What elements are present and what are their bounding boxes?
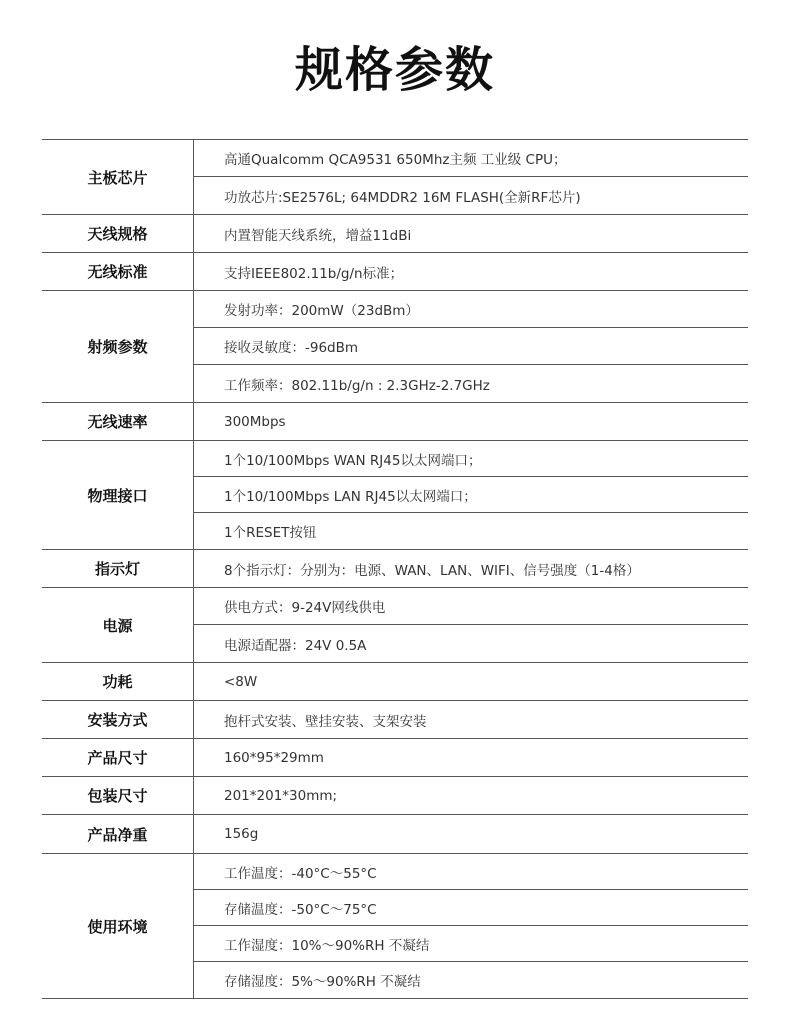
spec-value: 300Mbps — [224, 413, 286, 430]
spec-row — [42, 139, 748, 215]
spec-row — [42, 403, 748, 441]
spec-row — [42, 854, 748, 999]
spec-value: 1个RESET按钮 — [224, 525, 317, 541]
spec-values — [194, 663, 748, 700]
spec-label: 主板芯片 — [42, 140, 194, 214]
spec-value: 8个指示灯：分别为：电源、WAN、LAN、WIFI、信号强度（1-4格） — [224, 562, 640, 579]
spec-row — [42, 701, 748, 739]
page-title: 规格参数 — [294, 42, 495, 98]
spec-values — [194, 777, 748, 814]
spec-values — [194, 854, 748, 998]
spec-row — [42, 739, 748, 777]
spec-values — [194, 403, 748, 440]
spec-row — [42, 815, 748, 854]
spec-value: 内置智能天线系统，增益11dBi — [224, 227, 412, 244]
spec-row — [42, 215, 748, 253]
spec-values — [194, 291, 748, 402]
spec-value: 高通Qualcomm QCA9531 650Mhz主频 工业级 CPU； — [194, 140, 748, 177]
spec-label: 射频参数 — [42, 291, 194, 402]
spec-value: 160*95*29mm — [224, 749, 324, 766]
spec-value: 156g — [224, 826, 259, 842]
spec-label: 物理接口 — [42, 441, 194, 549]
spec-values — [194, 739, 748, 776]
spec-label: 无线速率 — [42, 403, 194, 440]
spec-row — [42, 253, 748, 291]
spec-values — [194, 253, 748, 290]
spec-value: 存储湿度：5%～90%RH 不凝结 — [224, 974, 421, 990]
spec-value: 功放芯片:SE2576L; 64MDDR2 16M FLASH(全新RF芯片) — [224, 189, 581, 206]
spec-values — [194, 550, 748, 587]
spec-row — [42, 291, 748, 403]
spec-values — [194, 588, 748, 662]
spec-value: 接收灵敏度：-96dBm — [194, 328, 748, 365]
spec-label: 产品净重 — [42, 815, 194, 853]
spec-label: 指示灯 — [42, 550, 194, 587]
spec-label: 包装尺寸 — [42, 777, 194, 814]
spec-row — [42, 663, 748, 701]
spec-label: 产品尺寸 — [42, 739, 194, 776]
spec-value: 201*201*30mm; — [224, 787, 338, 804]
spec-value: 工作温度：-40°C～55°C — [194, 854, 748, 890]
spec-values — [194, 215, 748, 252]
spec-label: 无线标准 — [42, 253, 194, 290]
spec-label: 电源 — [42, 588, 194, 662]
spec-label: 功耗 — [42, 663, 194, 700]
spec-values — [194, 140, 748, 214]
spec-row — [42, 588, 748, 663]
spec-value: 1个10/100Mbps LAN RJ45以太网端口； — [194, 477, 748, 513]
spec-value: 1个10/100Mbps WAN RJ45以太网端口； — [194, 441, 748, 477]
spec-value: 存储温度：-50°C～75°C — [194, 890, 748, 926]
spec-row — [42, 441, 748, 550]
spec-values — [194, 815, 748, 853]
spec-label: 使用环境 — [42, 854, 194, 998]
spec-row — [42, 777, 748, 815]
spec-row — [42, 550, 748, 588]
spec-value: 供电方式：9-24V网线供电 — [194, 588, 748, 625]
spec-value: 电源适配器：24V 0.5A — [224, 637, 367, 654]
spec-label: 天线规格 — [42, 215, 194, 252]
spec-label: 安装方式 — [42, 701, 194, 738]
spec-value: 工作湿度：10%～90%RH 不凝结 — [194, 926, 748, 962]
spec-table — [42, 139, 748, 999]
spec-values — [194, 701, 748, 738]
spec-values — [194, 441, 748, 549]
spec-value: 发射功率：200mW（23dBm） — [194, 291, 748, 328]
spec-value: <8W — [224, 673, 258, 690]
spec-value: 支持IEEE802.11b/g/n标准； — [224, 265, 404, 282]
spec-value: 抱杆式安装、壁挂安装、支架安装 — [224, 713, 427, 730]
spec-value: 工作频率：802.11b/g/n : 2.3GHz-2.7GHz — [224, 377, 490, 394]
